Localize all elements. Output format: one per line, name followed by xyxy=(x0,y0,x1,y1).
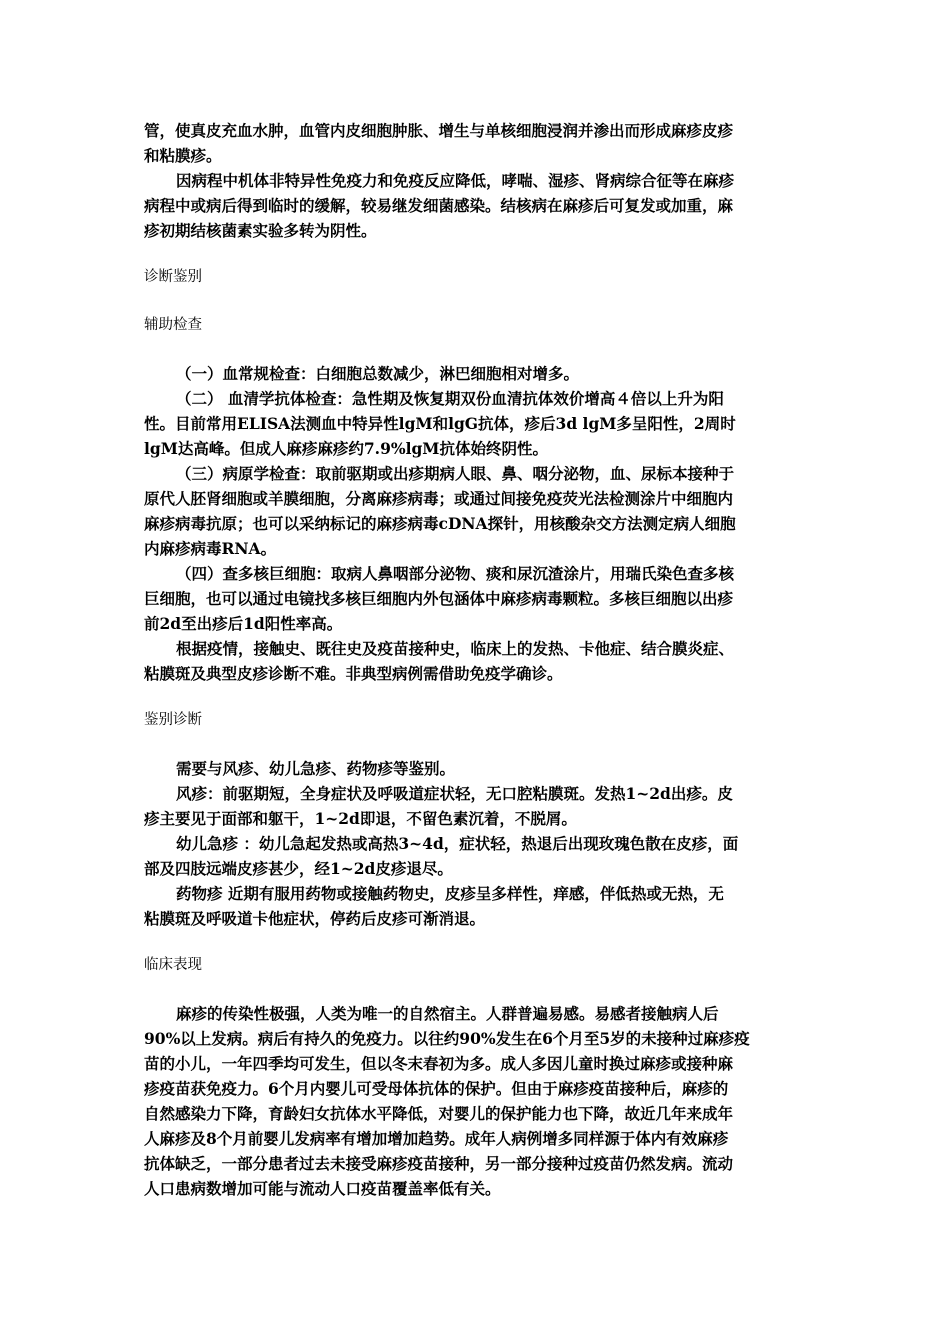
text-line: （二） 血清学抗体检查：急性期及恢复期双份血清抗体效价增高４倍以上升为阳 xyxy=(176,389,724,408)
text-line: 疹疫苗获免疫力。6个月内婴儿可受母体抗体的保护。但由于麻疹疫苗接种后，麻疹的 xyxy=(144,1079,729,1098)
text-line: 风疹：前驱期短，全身症状及呼吸道症状轻，无口腔粘膜斑。发热1~2d出疹。皮 xyxy=(176,784,733,803)
text-line: 前2d至出疹后1d阳性率高。 xyxy=(144,614,343,633)
text-line: 内麻疹病毒RNA。 xyxy=(144,539,277,558)
text-line: 粘膜斑及典型皮疹诊断不难。非典型病例需借助免疫学确诊。 xyxy=(144,664,563,683)
text-line: 疹初期结核菌素实验多转为阴性。 xyxy=(144,221,377,240)
text-line: 抗体缺乏，一部分患者过去未接受麻疹疫苗接种，另一部分接种过疫苗仍然发病。流动 xyxy=(144,1154,734,1173)
section-title-differential-diagnosis: 鉴别诊断 xyxy=(144,712,202,728)
auxiliary-exams-content xyxy=(144,361,806,686)
text-line: lgM达高峰。但成人麻疹麻疹约7.9%lgM抗体始终阴性。 xyxy=(144,439,548,458)
differential-diagnosis-content xyxy=(144,756,806,931)
document-page xyxy=(144,118,806,1201)
text-line: （三）病原学检查：取前驱期或出疹期病人眼、鼻、咽分泌物，血、尿标本接种于 xyxy=(176,464,735,483)
section-title-clinical-manifestations: 临床表现 xyxy=(144,957,202,973)
text-line: 麻疹病毒抗原；也可以采纳标记的麻疹病毒cDNA探针，用核酸杂交方法测定病人细胞 xyxy=(144,514,736,533)
text-line: 人口患病数增加可能与流动人口疫苗覆盖率低有关。 xyxy=(144,1179,501,1198)
text-line: （四）查多核巨细胞：取病人鼻咽部分泌物、痰和尿沉渣涂片，用瑞氏染色查多核 xyxy=(176,564,735,583)
text-line: 性。目前常用ELISA法测血中特异性lgM和lgG抗体，疹后3d lgM多呈阳性，2周时 xyxy=(144,414,736,433)
intro-paragraph-2 xyxy=(144,168,806,243)
text-line: 人麻疹及8个月前婴儿发病率有增加增加趋势。成年人病例增多同样源于体内有效麻疹 xyxy=(144,1129,729,1148)
intro-paragraph-1 xyxy=(144,118,806,168)
section-title-auxiliary-exams: 辅助检查 xyxy=(144,317,202,333)
text-line: 病程中或病后得到临时的缓解，较易继发细菌感染。结核病在麻疹后可复发或加重，麻 xyxy=(144,196,734,215)
text-line: 粘膜斑及呼吸道卡他症状，停药后皮疹可渐消退。 xyxy=(144,909,486,928)
text-line: （一）血常规检查：白细胞总数减少，淋巴细胞相对增多。 xyxy=(176,364,580,383)
text-line: 疹主要见于面部和躯干，1~2d即退，不留色素沉着，不脱屑。 xyxy=(144,809,577,828)
text-line: 幼儿急疹 ：幼儿急起发热或高热3~4d，症状轻，热退后出现玫瑰色散在皮疹，面 xyxy=(176,834,739,853)
text-line: 因病程中机体非特异性免疫力和免疫反应降低，哮喘、湿疹、肾病综合征等在麻疹 xyxy=(176,171,735,190)
text-line: 部及四肢远端皮疹甚少，经1~2d皮疹退尽。 xyxy=(144,859,453,878)
text-line: 巨细胞，也可以通过电镜找多核巨细胞内外包涵体中麻疹病毒颗粒。多核巨细胞以出疹 xyxy=(144,589,734,608)
text-line: 根据疫情，接触史、既往史及疫苗接种史，临床上的发热、卡他症、结合膜炎症、 xyxy=(176,639,735,658)
text-line: 90%以上发病。病后有持久的免疫力。以往约90%发生在6个月至5岁的未接种过麻疹疫 xyxy=(144,1029,750,1048)
text-line: 管，使真皮充血水肿，血管内皮细胞肿胀、增生与单核细胞浸润并渗出而形成麻疹皮疹 xyxy=(144,121,734,140)
clinical-manifestations-content xyxy=(144,1001,806,1201)
section-title-diagnosis: 诊断鉴别 xyxy=(144,269,202,285)
text-line: 和粘膜疹。 xyxy=(144,146,222,165)
text-line: 麻疹的传染性极强，人类为唯一的自然宿主。人群普遍易感。易感者接触病人后 xyxy=(176,1004,719,1023)
text-line: 药物疹 近期有服用药物或接触药物史，皮疹呈多样性，痒感，伴低热或无热，无 xyxy=(176,884,724,903)
text-line: 自然感染力下降，育龄妇女抗体水平降低，对婴儿的保护能力也下降，故近几年来成年 xyxy=(144,1104,734,1123)
text-line: 需要与风疹、幼儿急疹、药物疹等鉴别。 xyxy=(176,759,456,778)
text-line: 原代人胚肾细胞或羊膜细胞，分离麻疹病毒；或通过间接免疫荧光法检测涂片中细胞内 xyxy=(144,489,734,508)
text-line: 苗的小儿，一年四季均可发生，但以冬末春初为多。成人多因儿童时换过麻疹或接种麻 xyxy=(144,1054,734,1073)
